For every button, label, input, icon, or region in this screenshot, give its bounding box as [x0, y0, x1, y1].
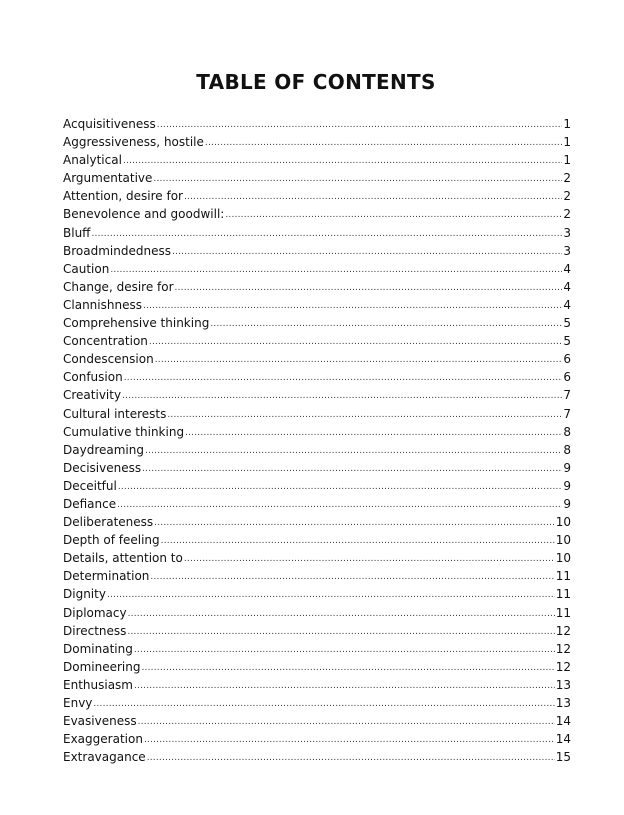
toc-entry[interactable]: [63, 441, 571, 459]
toc-entry-label: Diplomacy: [63, 605, 127, 620]
toc-entry-page-number: 10: [555, 533, 571, 548]
toc-entry-label: Daydreaming: [63, 442, 144, 457]
dot-leader: [141, 659, 554, 677]
toc-entry-page-number: 3: [563, 225, 571, 240]
toc-entry-page-number: 4: [563, 261, 571, 276]
toc-entry-label: Domineering: [63, 659, 141, 674]
dot-leader: [161, 532, 555, 550]
dot-leader: [210, 315, 562, 333]
toc-entry-page-number: 12: [555, 641, 571, 656]
toc-entry[interactable]: [63, 748, 571, 766]
toc-entry-label: Enthusiasm: [63, 677, 133, 692]
toc-entry[interactable]: [63, 224, 571, 242]
toc-entry-page-number: 7: [563, 388, 571, 403]
toc-entry-label: Cumulative thinking: [63, 424, 185, 439]
toc-entry-page-number: 4: [563, 279, 571, 294]
toc-entry-label: Concentration: [63, 334, 148, 349]
dot-leader: [184, 188, 562, 206]
toc-entry[interactable]: [63, 676, 571, 694]
toc-entry[interactable]: [63, 712, 571, 730]
dot-leader: [154, 514, 555, 532]
toc-entry-page-number: 8: [563, 424, 571, 439]
toc-entry[interactable]: [63, 242, 571, 260]
toc-entry-page-number: 13: [555, 696, 571, 710]
toc-entry[interactable]: [63, 314, 571, 332]
toc-entry[interactable]: [63, 368, 571, 386]
toc-entry-page-number: 9: [563, 478, 571, 493]
toc-entry-label: Depth of feeling: [63, 533, 160, 548]
toc-entry[interactable]: [63, 531, 571, 549]
dot-leader: [107, 586, 555, 604]
toc-entry-label: Aggressiveness, hostile: [63, 135, 204, 150]
toc-entry-label: Envy: [63, 696, 93, 710]
toc-entry-label: Condescension: [63, 352, 154, 367]
toc-entry-page-number: 1: [563, 153, 571, 168]
toc-entry-label: Defiance: [63, 496, 117, 511]
toc-entry[interactable]: [63, 115, 571, 133]
page-title: TABLE OF CONTENTS: [196, 70, 436, 94]
toc-entry-page-number: 11: [555, 587, 571, 602]
toc-entry[interactable]: [63, 423, 571, 441]
toc-entry[interactable]: [63, 350, 571, 368]
dot-leader: [149, 333, 562, 351]
toc-entry[interactable]: [63, 730, 571, 748]
toc-entry[interactable]: [63, 495, 571, 513]
dot-leader: [225, 206, 562, 224]
toc-entry-page-number: 7: [563, 406, 571, 421]
toc-entry-label: Directness: [63, 623, 127, 638]
toc-entry-label: Caution: [63, 261, 110, 276]
dot-leader: [117, 496, 562, 514]
toc-entry-label: Change, desire for: [63, 279, 174, 294]
dot-leader: [153, 170, 562, 188]
toc-entry-page-number: 9: [563, 496, 571, 511]
toc-entry-page-number: 2: [563, 171, 571, 186]
toc-entry-label: Details, attention to: [63, 551, 183, 566]
toc-entry-page-number: 14: [555, 714, 571, 729]
toc-entry-label: Dominating: [63, 641, 133, 656]
toc-entry-label: Attention, desire for: [63, 189, 183, 204]
dot-leader: [110, 261, 562, 279]
toc-entry-label: Confusion: [63, 370, 123, 385]
dot-leader: [118, 478, 563, 496]
toc-entry-page-number: 14: [555, 732, 571, 747]
dot-leader: [205, 134, 562, 152]
toc-entry-page-number: 15: [555, 750, 571, 765]
dot-leader: [143, 297, 562, 315]
toc-entry[interactable]: [63, 260, 571, 278]
dot-leader: [172, 243, 562, 261]
toc-entry[interactable]: [63, 386, 571, 404]
toc-entry[interactable]: [63, 133, 571, 151]
dot-leader: [155, 351, 563, 369]
toc-entry-label: Dignity: [63, 587, 106, 602]
toc-entry-label: Analytical: [63, 153, 122, 168]
toc-entry-page-number: 13: [555, 677, 571, 692]
dot-leader: [145, 442, 562, 460]
toc-entry-page-number: 1: [563, 117, 571, 131]
dot-leader: [144, 731, 555, 749]
toc-entry[interactable]: [63, 585, 571, 603]
toc-entry-label: Deliberateness: [63, 515, 154, 530]
toc-entry-label: Argumentative: [63, 171, 153, 186]
dot-leader: [122, 387, 562, 405]
toc-entry[interactable]: [63, 296, 571, 314]
toc-entry[interactable]: [63, 694, 571, 712]
dot-leader: [150, 568, 554, 586]
toc-entry-label: Deceitful: [63, 478, 117, 493]
toc-entry-label: Extravagance: [63, 750, 146, 765]
toc-entry-page-number: 8: [563, 442, 571, 457]
table-of-contents: [63, 115, 571, 766]
toc-entry-label: Creativity: [63, 388, 122, 403]
toc-entry-label: Decisiveness: [63, 460, 142, 475]
toc-entry-label: Cultural interests: [63, 406, 167, 421]
toc-entry-page-number: 9: [563, 460, 571, 475]
dot-leader: [157, 116, 563, 134]
dot-leader: [167, 406, 562, 424]
toc-entry-label: Evasiveness: [63, 714, 137, 729]
toc-entry-page-number: 5: [563, 334, 571, 349]
toc-entry-label: Comprehensive thinking: [63, 316, 210, 331]
toc-entry[interactable]: [63, 205, 571, 223]
toc-entry[interactable]: [63, 151, 571, 169]
dot-leader: [184, 550, 555, 568]
toc-entry-page-number: 10: [555, 551, 571, 566]
toc-entry-label: Exaggeration: [63, 732, 143, 747]
toc-entry[interactable]: [63, 658, 571, 676]
toc-entry[interactable]: [63, 405, 571, 423]
toc-entry[interactable]: [63, 477, 571, 495]
toc-entry-page-number: 11: [555, 605, 571, 620]
dot-leader: [127, 623, 554, 641]
dot-leader: [123, 152, 562, 170]
toc-entry[interactable]: [63, 278, 571, 296]
toc-entry[interactable]: [63, 332, 571, 350]
toc-entry-page-number: 5: [563, 316, 571, 331]
toc-entry-page-number: 11: [555, 569, 571, 584]
toc-entry[interactable]: [63, 169, 571, 187]
toc-entry-label: Broadmindedness: [63, 243, 171, 258]
toc-entry[interactable]: [63, 622, 571, 640]
toc-entry[interactable]: [63, 513, 571, 531]
toc-entry-page-number: 3: [563, 243, 571, 258]
toc-entry-page-number: 10: [555, 515, 571, 530]
dot-leader: [138, 713, 555, 731]
dot-leader: [93, 695, 554, 713]
toc-entry-label: Determination: [63, 569, 150, 584]
toc-entry[interactable]: [63, 567, 571, 585]
dot-leader: [128, 605, 555, 623]
toc-entry-page-number: 12: [555, 659, 571, 674]
toc-entry-label: Benevolence and goodwill:: [63, 207, 225, 222]
toc-entry[interactable]: [63, 604, 571, 622]
dot-leader: [134, 677, 555, 695]
toc-entry[interactable]: [63, 187, 571, 205]
toc-entry-label: Bluff: [63, 225, 91, 240]
toc-entry-page-number: 2: [563, 207, 571, 222]
toc-entry-page-number: 6: [563, 352, 571, 367]
dot-leader: [142, 460, 562, 478]
toc-entry-page-number: 4: [563, 297, 571, 312]
toc-entry-page-number: 12: [555, 623, 571, 638]
toc-entry[interactable]: [63, 549, 571, 567]
toc-entry-page-number: 6: [563, 370, 571, 385]
toc-entry-label: Clannishness: [63, 297, 142, 312]
toc-entry[interactable]: [63, 459, 571, 477]
toc-entry[interactable]: [63, 640, 571, 658]
toc-entry-page-number: 1: [563, 135, 571, 150]
dot-leader: [175, 279, 563, 297]
dot-leader: [134, 641, 555, 659]
dot-leader: [124, 369, 563, 387]
dot-leader: [91, 225, 562, 243]
dot-leader: [185, 424, 562, 442]
toc-entry-label: Acquisitiveness: [63, 117, 156, 131]
toc-entry-page-number: 2: [563, 189, 571, 204]
dot-leader: [147, 749, 555, 767]
